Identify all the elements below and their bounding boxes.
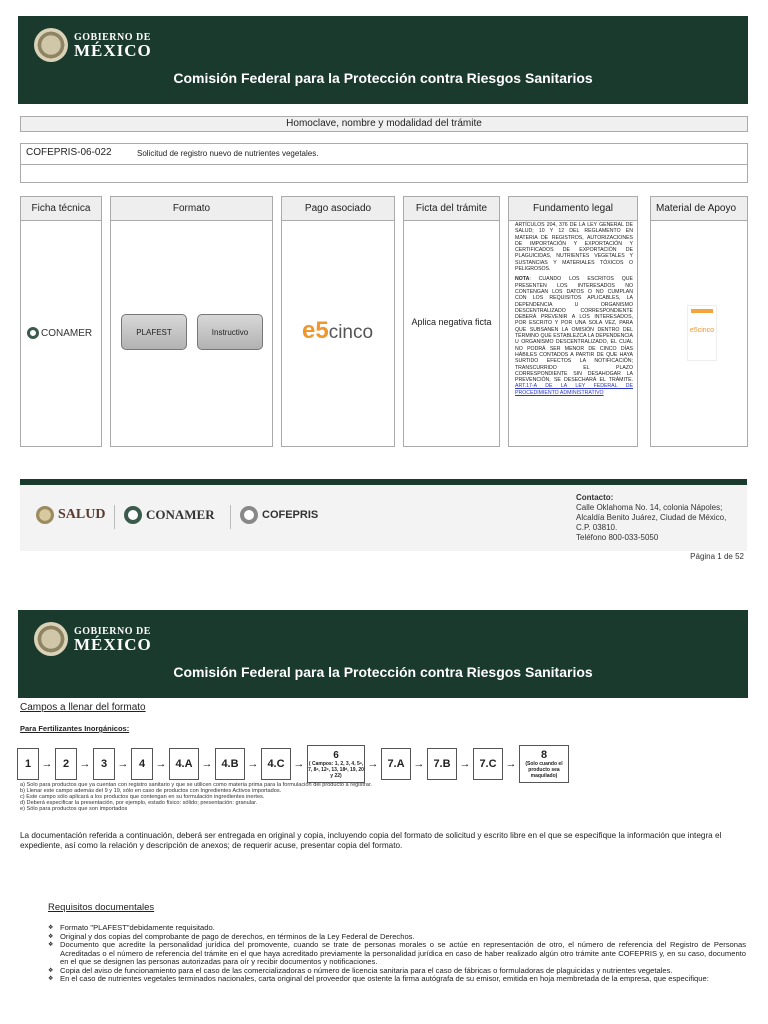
contact-line: Calle Oklahoma No. 14, colonia Nápoles; (576, 503, 723, 512)
flow-step-number: 6 (333, 749, 339, 761)
arrow-right-icon: → (413, 758, 425, 770)
fundamento-legal-column (508, 196, 638, 447)
contact-label: Contacto: (576, 493, 614, 502)
material-apoyo-header: Material de Apoyo (651, 197, 747, 221)
sub-title: Para Fertilizantes Inorgánicos: (20, 724, 130, 733)
ficta-value: Aplica negativa ficta (411, 317, 492, 327)
nota-text: : CUANDO LOS ESCRITOS QUE PRESENTEN LOS INTERESADOS NO CONTENGAN LOS DATOS O NO CUMPLAN CON LOS REQUISITOS APLICABLES, LA DEPENDENCIA U ORGANISMO DESCENTRALIZADO CORRESPONDIENTE DEBERÁ PREVENIR A LOS INTERESADOS, POR ESCRITO Y POR UNA SOLA VEZ, PARA QUE SUBSANEN LA OMISIÓN DENTRO DEL TÉRMINO QUE ESTABLEZCA LA DEPENDENCIA U ORGANISMO DESCENTRALIZADO, EL CUAL NO PODRÁ SER MENOR DE CINCO DÍAS HÁBILES CONTADOS A PARTIR DE QUE HAYA SURTIDO EFECTOS LA NOTIFICACIÓN; TRANSCURRIDO EL PLAZO CORRESPONDIENTE SIN DESAHOGAR LA PREVENCIÓN, SE DESECHARÁ EL TRÁMITE. (515, 276, 633, 384)
conamer-icon (27, 327, 39, 339)
contact-phone: Teléfono 800-033-5050 (576, 533, 659, 542)
legal-link[interactable]: ART.17-A DE LA LEY FEDERAL DE PROCEDIMIENTO ADMINISTRATIVO (515, 383, 633, 396)
homoclave-header: Homoclave, nombre y modalidad del trámite (20, 116, 748, 132)
formato-header: Formato (111, 197, 272, 221)
arrow-right-icon: → (155, 758, 167, 770)
flow-step: 4.A (169, 748, 199, 780)
flow-step: 7.A (381, 748, 411, 780)
ficha-tecnica-column (20, 196, 102, 447)
government-header (18, 16, 748, 104)
contact-line: Alcaldía Benito Juárez, Ciudad de México, (576, 513, 727, 522)
field-flow (17, 745, 569, 783)
flow-step: 1 (17, 748, 39, 780)
gov-big-text: MÉXICO (74, 634, 152, 654)
ficta-header: Ficta del trámite (404, 197, 499, 221)
list-item: ❖ Copia del aviso de funcionamiento para el caso de las comercializadoras o número de licencia sanitaria para el caso de fábricas o formuladoras de plaguicidas y nutrientes vegetales. (48, 967, 746, 976)
section-title: Campos a llenar del formato (20, 702, 146, 713)
fundamento-legal-header: Fundamento legal (509, 197, 637, 221)
e5cinco-link[interactable] (302, 317, 373, 345)
agency-title: Comisión Federal para la Protección contra Riesgos Sanitarios (173, 70, 593, 86)
flow-step-detail: ( Campos: 1, 2, 3, 4, 5ᵃ, 7, 8ᵃ, 12ᵃ, 13, 18ᵈ, 19, 20 y 22) (308, 760, 364, 779)
plafest-button[interactable]: PLAFEST (121, 314, 187, 350)
flow-step: 7.B (427, 748, 457, 780)
agency-title: Comisión Federal para la Protección contra Riesgos Sanitarios (173, 664, 593, 680)
requisitos-title: Requisitos documentales (48, 902, 155, 913)
e5-label: e5 (302, 317, 329, 344)
flow-step: 3 (93, 748, 115, 780)
thumbnail-bar (691, 309, 713, 313)
salud-logo (36, 506, 105, 524)
legal-articles: ARTÍCULOS 204, 376 DE LA LEY GENERAL DE SALUD; 10 Y 12 DEL REGLAMENTO EN MATERIA DE REGISTROS, AUTORIZACIONES DE IMPORTACIÓN Y EXPORTACIÓN Y CERTIFICADOS DE EXPORTACIÓN DE PLAGUICIDAS, NUTRIENTES VEGETALES Y SUSTANCIAS Y MATERIALES TÓXICOS O PELIGROSOS. (515, 222, 633, 273)
ficha-tecnica-header: Ficha técnica (21, 197, 101, 221)
conamer-ficha-link[interactable] (27, 327, 92, 339)
national-seal-icon (34, 622, 68, 656)
footnote: d) Deberá especificar la presentación, por ejemplo, estado físico: sólido; presentación: granular. (20, 800, 258, 806)
flow-step-8 (519, 745, 569, 783)
flow-step-6 (307, 745, 365, 783)
contact-info (576, 493, 726, 543)
arrow-right-icon: → (505, 758, 517, 770)
page-number: Página 1 de 52 (690, 552, 744, 561)
footnote: e) Sólo para productos que son importados (20, 806, 128, 812)
footnotes (20, 782, 372, 812)
material-apoyo-column (650, 196, 748, 447)
flow-step: 2 (55, 748, 77, 780)
ficta-column (403, 196, 500, 447)
gobierno-logo (34, 28, 152, 62)
conamer-footer-logo (124, 506, 215, 524)
conamer-label: CONAMER (41, 327, 93, 339)
footnote: b) Llenar este campo además del 9 y 19, sólo en caso de productos con Ingredientes Activos importados. (20, 788, 282, 794)
government-header (18, 610, 748, 698)
flow-step-detail: (Solo cuando el producto sea maquilado) (525, 761, 563, 779)
pago-asociado-header: Pago asociado (282, 197, 394, 221)
contact-line: C.P. 03810. (576, 523, 618, 532)
footer-divider (114, 505, 115, 529)
requisitos-list (48, 924, 746, 984)
flow-step: 4.C (261, 748, 291, 780)
gov-big-text: MÉXICO (74, 40, 152, 60)
cofepris-icon (240, 506, 258, 524)
arrow-right-icon: → (459, 758, 471, 770)
arrow-right-icon: → (293, 758, 305, 770)
conamer-footer-icon (124, 506, 142, 524)
cofepris-logo (240, 506, 318, 524)
cofepris-label: COFEPRIS (262, 509, 319, 521)
arrow-right-icon: → (79, 758, 91, 770)
arrow-right-icon: → (201, 758, 213, 770)
legal-text (515, 222, 633, 396)
flow-step: 4 (131, 748, 153, 780)
list-item: ❖ Original y dos copias del comprobante de pago de derechos, en términos de la Ley Federal de Derechos. (48, 933, 746, 942)
tramite-name: Solicitud de registro nuevo de nutrientes vegetales. (137, 149, 319, 158)
thumbnail-logo: e5cinco (689, 327, 715, 334)
arrow-right-icon: → (367, 758, 379, 770)
tramite-row (20, 143, 748, 183)
list-item: ❖ Formato "PLAFEST"debidamente requisitado. (48, 924, 746, 933)
pago-asociado-column (281, 196, 395, 447)
arrow-right-icon: → (247, 758, 259, 770)
cinco-label: cinco (328, 322, 374, 343)
gov-small-text: GOBIERNO DE (74, 625, 151, 637)
arrow-right-icon: → (117, 758, 129, 770)
list-item: ❖ Documento que acredite la personalidad jurídica del promovente, cuando se trate de personas morales o se actúe en representación de otro, el número de referencia del Registro de Personas Acreditadas o el número de referencia del trámite en el que haya acreditado previamente la personalidad jurídica en caso de haber realizado algún otro trámite ante COFEPRIS y, en su caso, documento en el que se designen las personas autorizadas para oír y recibir documentos y notificaciones. (48, 941, 746, 967)
footer (20, 485, 747, 551)
gobierno-logo (34, 622, 152, 656)
footer-divider (230, 505, 231, 529)
material-thumbnail[interactable] (687, 305, 717, 361)
tramite-id: COFEPRIS-06-022 (26, 147, 112, 158)
gov-small-text: GOBIERNO DE (74, 31, 151, 43)
footnote: a) Solo para productos que ya cuentan con registro sanitario y que se utilicen como materia prima para la formulación del producto a registrar. (20, 782, 372, 788)
nota-label: NOTA (515, 276, 530, 283)
formato-column (110, 196, 273, 447)
row-divider (21, 164, 747, 165)
list-item: ❖ En el caso de nutrientes vegetales terminados nacionales, carta original del proveedor que ostente la firma autógrafa de su emisor, emitida en hoja membretada de la empresa, que especifique: (48, 975, 746, 984)
flow-step: 7.C (473, 748, 503, 780)
instructivo-button[interactable]: Instructivo (197, 314, 263, 350)
arrow-right-icon: → (41, 758, 53, 770)
flow-step: 4.B (215, 748, 245, 780)
flow-step-number: 8 (540, 749, 548, 761)
documentation-paragraph: La documentación referida a continuación, deberá ser entregada en original y copia, incluyendo copia del formato de solicitud y escrito libre en el que se especifique la información que integra el expediente, así como la relación y descripción de anexos; de requerir acuse, presentar copia del formato. (20, 831, 722, 850)
salud-label: SALUD (58, 507, 106, 522)
conamer-footer-label: CONAMER (146, 507, 215, 522)
footnote: c) Este campo sólo aplicará a los productos que contengan en su formulación ingredientes inertes. (20, 794, 265, 800)
salud-seal-icon (36, 506, 54, 524)
national-seal-icon (34, 28, 68, 62)
